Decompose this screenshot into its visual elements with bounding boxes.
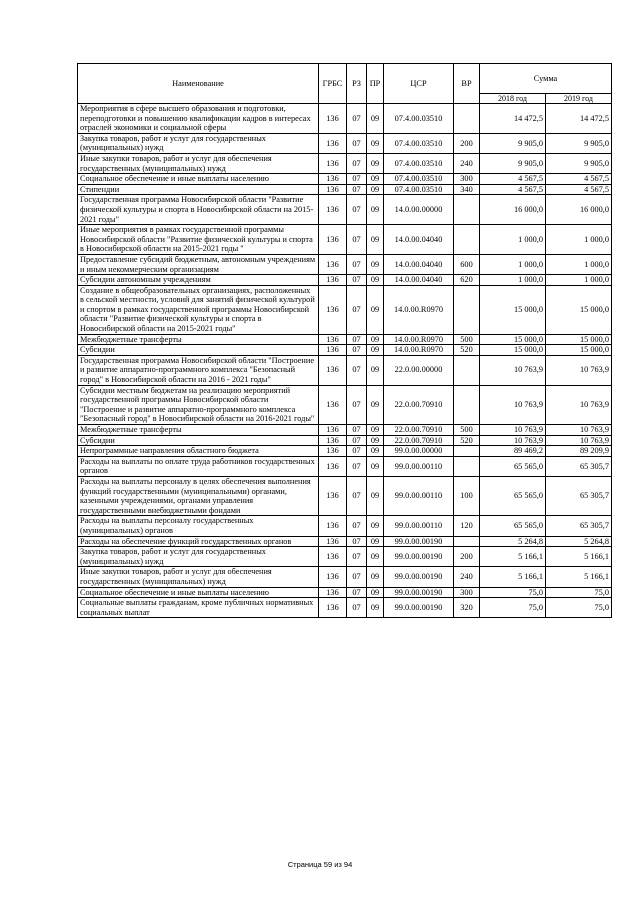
table-row bbox=[78, 587, 612, 598]
cell-pr: 09 bbox=[367, 446, 384, 457]
table-row bbox=[78, 598, 612, 618]
cell-pr: 09 bbox=[367, 285, 384, 334]
table-row bbox=[78, 184, 612, 195]
table-row bbox=[78, 275, 612, 286]
cell-vr bbox=[454, 355, 480, 385]
cell-csr: 99.0.00.00000 bbox=[384, 446, 454, 457]
cell-sum-2018: 65 565,0 bbox=[480, 476, 546, 515]
cell-name: Расходы на выплаты персоналу в целях обеспечения выполнения функций государственными (муниципальными) органами, казенными учреждениями, органами управления государственными внебюджетными фондами bbox=[78, 476, 319, 515]
cell-grbs: 136 bbox=[319, 587, 347, 598]
cell-name: Расходы на обеспечение функций государственных органов bbox=[78, 536, 319, 547]
cell-name: Межбюджетные трансферты bbox=[78, 425, 319, 436]
col-header-csr: ЦСР bbox=[384, 64, 454, 104]
table-row bbox=[78, 456, 612, 476]
cell-sum-2019: 16 000,0 bbox=[546, 195, 612, 225]
cell-csr: 22.0.00.70910 bbox=[384, 385, 454, 424]
cell-grbs: 136 bbox=[319, 153, 347, 173]
cell-sum-2019: 15 000,0 bbox=[546, 334, 612, 345]
table-row bbox=[78, 536, 612, 547]
cell-vr: 500 bbox=[454, 334, 480, 345]
cell-sum-2019: 5 166,1 bbox=[546, 567, 612, 587]
cell-csr: 14.0.00.R0970 bbox=[384, 334, 454, 345]
cell-sum-2019: 5 166,1 bbox=[546, 547, 612, 567]
cell-sum-2019: 5 264,8 bbox=[546, 536, 612, 547]
cell-pr: 09 bbox=[367, 184, 384, 195]
cell-vr: 240 bbox=[454, 153, 480, 173]
cell-sum-2018: 5 166,1 bbox=[480, 547, 546, 567]
table-row bbox=[78, 104, 612, 134]
cell-pr: 09 bbox=[367, 435, 384, 446]
cell-rz: 07 bbox=[347, 355, 367, 385]
cell-pr: 09 bbox=[367, 275, 384, 286]
cell-pr: 09 bbox=[367, 345, 384, 356]
cell-rz: 07 bbox=[347, 547, 367, 567]
cell-sum-2019: 65 305,7 bbox=[546, 476, 612, 515]
cell-grbs: 136 bbox=[319, 285, 347, 334]
cell-sum-2018: 1 000,0 bbox=[480, 225, 546, 255]
cell-csr: 22.0.00.70910 bbox=[384, 425, 454, 436]
cell-vr: 300 bbox=[454, 587, 480, 598]
cell-grbs: 136 bbox=[319, 456, 347, 476]
cell-rz: 07 bbox=[347, 435, 367, 446]
cell-sum-2019: 1 000,0 bbox=[546, 254, 612, 274]
cell-sum-2018: 4 567,5 bbox=[480, 174, 546, 185]
col-header-2018: 2018 год bbox=[480, 94, 546, 104]
cell-rz: 07 bbox=[347, 104, 367, 134]
cell-sum-2018: 10 763,9 bbox=[480, 435, 546, 446]
cell-pr: 09 bbox=[367, 195, 384, 225]
cell-sum-2019: 4 567,5 bbox=[546, 184, 612, 195]
cell-rz: 07 bbox=[347, 275, 367, 286]
cell-rz: 07 bbox=[347, 334, 367, 345]
cell-grbs: 136 bbox=[319, 446, 347, 457]
cell-rz: 07 bbox=[347, 587, 367, 598]
cell-sum-2019: 4 567,5 bbox=[546, 174, 612, 185]
cell-sum-2019: 75,0 bbox=[546, 598, 612, 618]
cell-name: Социальное обеспечение и иные выплаты населению bbox=[78, 174, 319, 185]
cell-pr: 09 bbox=[367, 425, 384, 436]
cell-pr: 09 bbox=[367, 133, 384, 153]
cell-sum-2019: 1 000,0 bbox=[546, 275, 612, 286]
table-row bbox=[78, 435, 612, 446]
cell-name: Стипендии bbox=[78, 184, 319, 195]
cell-grbs: 136 bbox=[319, 547, 347, 567]
col-header-2019: 2019 год bbox=[546, 94, 612, 104]
cell-vr bbox=[454, 385, 480, 424]
cell-sum-2018: 10 763,9 bbox=[480, 425, 546, 436]
cell-sum-2019: 10 763,9 bbox=[546, 425, 612, 436]
cell-csr: 22.0.00.00000 bbox=[384, 355, 454, 385]
cell-sum-2018: 16 000,0 bbox=[480, 195, 546, 225]
cell-name: Непрограммные направления областного бюджета bbox=[78, 446, 319, 457]
table-row bbox=[78, 385, 612, 424]
cell-name: Иные закупки товаров, работ и услуг для обеспечения государственных (муниципальных) нужд bbox=[78, 153, 319, 173]
cell-sum-2019: 14 472,5 bbox=[546, 104, 612, 134]
cell-vr: 520 bbox=[454, 345, 480, 356]
cell-sum-2018: 15 000,0 bbox=[480, 334, 546, 345]
cell-grbs: 136 bbox=[319, 104, 347, 134]
cell-sum-2018: 1 000,0 bbox=[480, 275, 546, 286]
budget-table bbox=[77, 63, 612, 618]
cell-rz: 07 bbox=[347, 225, 367, 255]
cell-sum-2019: 10 763,9 bbox=[546, 435, 612, 446]
cell-sum-2018: 9 905,0 bbox=[480, 153, 546, 173]
cell-grbs: 136 bbox=[319, 435, 347, 446]
cell-vr: 600 bbox=[454, 254, 480, 274]
table-row bbox=[78, 516, 612, 536]
cell-pr: 09 bbox=[367, 385, 384, 424]
table-row bbox=[78, 174, 612, 185]
cell-pr: 09 bbox=[367, 104, 384, 134]
table-row bbox=[78, 355, 612, 385]
cell-pr: 09 bbox=[367, 598, 384, 618]
cell-grbs: 136 bbox=[319, 536, 347, 547]
table-row bbox=[78, 446, 612, 457]
cell-rz: 07 bbox=[347, 598, 367, 618]
col-header-grbs: ГРБС bbox=[319, 64, 347, 104]
table-row bbox=[78, 567, 612, 587]
cell-csr: 07.4.00.03510 bbox=[384, 104, 454, 134]
cell-csr: 14.0.00.R0970 bbox=[384, 285, 454, 334]
cell-vr bbox=[454, 456, 480, 476]
cell-grbs: 136 bbox=[319, 476, 347, 515]
cell-csr: 22.0.00.70910 bbox=[384, 435, 454, 446]
cell-sum-2019: 89 209,9 bbox=[546, 446, 612, 457]
cell-rz: 07 bbox=[347, 516, 367, 536]
cell-name: Государственная программа Новосибирской области "Развитие физической культуры и спорта в Новосибирской области на 2015-2021 годы" bbox=[78, 195, 319, 225]
cell-name: Субсидии местным бюджетам на реализацию мероприятий государственной программы Новосибирской области "Построение и развитие аппаратно-программного комплекса "Безопасный город" в Новосибирской области на 2016-2021 годы" bbox=[78, 385, 319, 424]
cell-name: Предоставление субсидий бюджетным, автономным учреждениям и иным некоммерческим организациям bbox=[78, 254, 319, 274]
cell-name: Закупка товаров, работ и услуг для государственных (муниципальных) нужд bbox=[78, 133, 319, 153]
cell-rz: 07 bbox=[347, 153, 367, 173]
cell-pr: 09 bbox=[367, 587, 384, 598]
cell-rz: 07 bbox=[347, 567, 367, 587]
cell-name: Расходы на выплаты по оплате труда работников государственных органов bbox=[78, 456, 319, 476]
cell-grbs: 136 bbox=[319, 516, 347, 536]
cell-csr: 07.4.00.03510 bbox=[384, 153, 454, 173]
col-header-name: Наименование bbox=[78, 64, 319, 104]
table-row bbox=[78, 225, 612, 255]
cell-csr: 99.0.00.00190 bbox=[384, 536, 454, 547]
cell-sum-2018: 75,0 bbox=[480, 598, 546, 618]
cell-vr: 120 bbox=[454, 516, 480, 536]
cell-vr: 200 bbox=[454, 547, 480, 567]
cell-grbs: 136 bbox=[319, 174, 347, 185]
cell-sum-2019: 65 305,7 bbox=[546, 456, 612, 476]
cell-sum-2018: 65 565,0 bbox=[480, 456, 546, 476]
cell-rz: 07 bbox=[347, 174, 367, 185]
cell-sum-2018: 89 469,2 bbox=[480, 446, 546, 457]
cell-name: Закупка товаров, работ и услуг для государственных (муниципальных) нужд bbox=[78, 547, 319, 567]
cell-rz: 07 bbox=[347, 425, 367, 436]
cell-grbs: 136 bbox=[319, 133, 347, 153]
cell-sum-2018: 14 472,5 bbox=[480, 104, 546, 134]
cell-pr: 09 bbox=[367, 174, 384, 185]
cell-sum-2018: 4 567,5 bbox=[480, 184, 546, 195]
cell-grbs: 136 bbox=[319, 598, 347, 618]
table-row bbox=[78, 153, 612, 173]
cell-name: Мероприятия в сфере высшего образования и подготовки, переподготовки и повышению квалификации кадров в интересах отраслей экономики и социальной сферы bbox=[78, 104, 319, 134]
cell-name: Субсидии автономным учреждениям bbox=[78, 275, 319, 286]
col-header-sum: Сумма bbox=[480, 64, 612, 94]
cell-rz: 07 bbox=[347, 385, 367, 424]
cell-vr bbox=[454, 446, 480, 457]
cell-name: Социальные выплаты гражданам, кроме публичных нормативных социальных выплат bbox=[78, 598, 319, 618]
cell-sum-2019: 15 000,0 bbox=[546, 285, 612, 334]
cell-sum-2019: 10 763,9 bbox=[546, 355, 612, 385]
cell-grbs: 136 bbox=[319, 567, 347, 587]
cell-csr: 99.0.00.00190 bbox=[384, 567, 454, 587]
cell-pr: 09 bbox=[367, 456, 384, 476]
cell-vr: 100 bbox=[454, 476, 480, 515]
cell-csr: 14.0.00.04040 bbox=[384, 225, 454, 255]
cell-csr: 99.0.00.00190 bbox=[384, 547, 454, 567]
cell-sum-2019: 10 763,9 bbox=[546, 385, 612, 424]
cell-sum-2018: 9 905,0 bbox=[480, 133, 546, 153]
cell-csr: 14.0.00.04040 bbox=[384, 254, 454, 274]
cell-sum-2018: 5 166,1 bbox=[480, 567, 546, 587]
cell-pr: 09 bbox=[367, 547, 384, 567]
cell-vr: 500 bbox=[454, 425, 480, 436]
table-body bbox=[78, 104, 612, 618]
cell-csr: 14.0.00.00000 bbox=[384, 195, 454, 225]
cell-rz: 07 bbox=[347, 254, 367, 274]
table-row bbox=[78, 345, 612, 356]
page-footer: Страница 59 из 94 bbox=[287, 860, 353, 869]
cell-pr: 09 bbox=[367, 536, 384, 547]
cell-pr: 09 bbox=[367, 254, 384, 274]
cell-sum-2018: 15 000,0 bbox=[480, 345, 546, 356]
col-header-pr: ПР bbox=[367, 64, 384, 104]
cell-rz: 07 bbox=[347, 476, 367, 515]
cell-name: Расходы на выплаты персоналу государственных (муниципальных) органов bbox=[78, 516, 319, 536]
cell-name: Иные мероприятия в рамках государственной программы Новосибирской области "Развитие физической культуры и спорта в Новосибирской области на 2015-2021 годы " bbox=[78, 225, 319, 255]
cell-sum-2019: 75,0 bbox=[546, 587, 612, 598]
cell-csr: 99.0.00.00190 bbox=[384, 598, 454, 618]
cell-rz: 07 bbox=[347, 184, 367, 195]
cell-vr bbox=[454, 536, 480, 547]
cell-vr bbox=[454, 195, 480, 225]
cell-grbs: 136 bbox=[319, 195, 347, 225]
cell-csr: 99.0.00.00110 bbox=[384, 516, 454, 536]
cell-grbs: 136 bbox=[319, 184, 347, 195]
cell-vr bbox=[454, 225, 480, 255]
cell-name: Субсидии bbox=[78, 345, 319, 356]
cell-sum-2019: 9 905,0 bbox=[546, 153, 612, 173]
cell-rz: 07 bbox=[347, 285, 367, 334]
cell-sum-2018: 75,0 bbox=[480, 587, 546, 598]
cell-grbs: 136 bbox=[319, 275, 347, 286]
cell-sum-2019: 15 000,0 bbox=[546, 345, 612, 356]
cell-vr: 520 bbox=[454, 435, 480, 446]
cell-name: Субсидии bbox=[78, 435, 319, 446]
cell-pr: 09 bbox=[367, 476, 384, 515]
table-header-row bbox=[78, 64, 612, 94]
cell-grbs: 136 bbox=[319, 425, 347, 436]
table-row bbox=[78, 254, 612, 274]
cell-csr: 07.4.00.03510 bbox=[384, 184, 454, 195]
cell-pr: 09 bbox=[367, 153, 384, 173]
cell-grbs: 136 bbox=[319, 345, 347, 356]
cell-csr: 99.0.00.00110 bbox=[384, 456, 454, 476]
cell-csr: 14.0.00.R0970 bbox=[384, 345, 454, 356]
cell-grbs: 136 bbox=[319, 254, 347, 274]
cell-name: Социальное обеспечение и иные выплаты населению bbox=[78, 587, 319, 598]
cell-grbs: 136 bbox=[319, 334, 347, 345]
cell-sum-2019: 65 305,7 bbox=[546, 516, 612, 536]
table-row bbox=[78, 133, 612, 153]
cell-vr: 320 bbox=[454, 598, 480, 618]
cell-vr: 300 bbox=[454, 174, 480, 185]
cell-csr: 99.0.00.00110 bbox=[384, 476, 454, 515]
table-row bbox=[78, 547, 612, 567]
cell-csr: 07.4.00.03510 bbox=[384, 133, 454, 153]
cell-grbs: 136 bbox=[319, 225, 347, 255]
cell-sum-2018: 65 565,0 bbox=[480, 516, 546, 536]
cell-csr: 07.4.00.03510 bbox=[384, 174, 454, 185]
cell-pr: 09 bbox=[367, 567, 384, 587]
cell-sum-2018: 10 763,9 bbox=[480, 385, 546, 424]
cell-sum-2019: 9 905,0 bbox=[546, 133, 612, 153]
cell-sum-2018: 5 264,8 bbox=[480, 536, 546, 547]
cell-rz: 07 bbox=[347, 195, 367, 225]
col-header-rz: РЗ bbox=[347, 64, 367, 104]
cell-vr: 240 bbox=[454, 567, 480, 587]
cell-grbs: 136 bbox=[319, 355, 347, 385]
col-header-vr: ВР bbox=[454, 64, 480, 104]
table-row bbox=[78, 476, 612, 515]
table-row bbox=[78, 285, 612, 334]
table-row bbox=[78, 195, 612, 225]
cell-csr: 14.0.00.04040 bbox=[384, 275, 454, 286]
cell-rz: 07 bbox=[347, 456, 367, 476]
cell-pr: 09 bbox=[367, 516, 384, 536]
table-row bbox=[78, 425, 612, 436]
cell-vr: 200 bbox=[454, 133, 480, 153]
cell-pr: 09 bbox=[367, 355, 384, 385]
cell-pr: 09 bbox=[367, 225, 384, 255]
cell-name: Государственная программа Новосибирской области "Построение и развитие аппаратно-программного комплекса "Безопасный город" в Новосибирской области на 2016 - 2021 годы" bbox=[78, 355, 319, 385]
cell-rz: 07 bbox=[347, 446, 367, 457]
cell-pr: 09 bbox=[367, 334, 384, 345]
cell-vr: 340 bbox=[454, 184, 480, 195]
cell-rz: 07 bbox=[347, 345, 367, 356]
cell-sum-2018: 10 763,9 bbox=[480, 355, 546, 385]
cell-name: Межбюджетные трансферты bbox=[78, 334, 319, 345]
cell-vr bbox=[454, 104, 480, 134]
cell-sum-2018: 15 000,0 bbox=[480, 285, 546, 334]
cell-sum-2019: 1 000,0 bbox=[546, 225, 612, 255]
cell-name: Создание в общеобразовательных организациях, расположенных в сельской местности, условий для занятий физической культурой и спортом в рамках государственной программы Новосибирской области "Развитие физической культуры и спорта в Новосибирской области на 2015-2021 годы" bbox=[78, 285, 319, 334]
table-row bbox=[78, 334, 612, 345]
cell-sum-2018: 1 000,0 bbox=[480, 254, 546, 274]
cell-vr: 620 bbox=[454, 275, 480, 286]
cell-name: Иные закупки товаров, работ и услуг для обеспечения государственных (муниципальных) нужд bbox=[78, 567, 319, 587]
cell-rz: 07 bbox=[347, 133, 367, 153]
cell-vr bbox=[454, 285, 480, 334]
cell-grbs: 136 bbox=[319, 385, 347, 424]
cell-csr: 99.0.00.00190 bbox=[384, 587, 454, 598]
cell-rz: 07 bbox=[347, 536, 367, 547]
